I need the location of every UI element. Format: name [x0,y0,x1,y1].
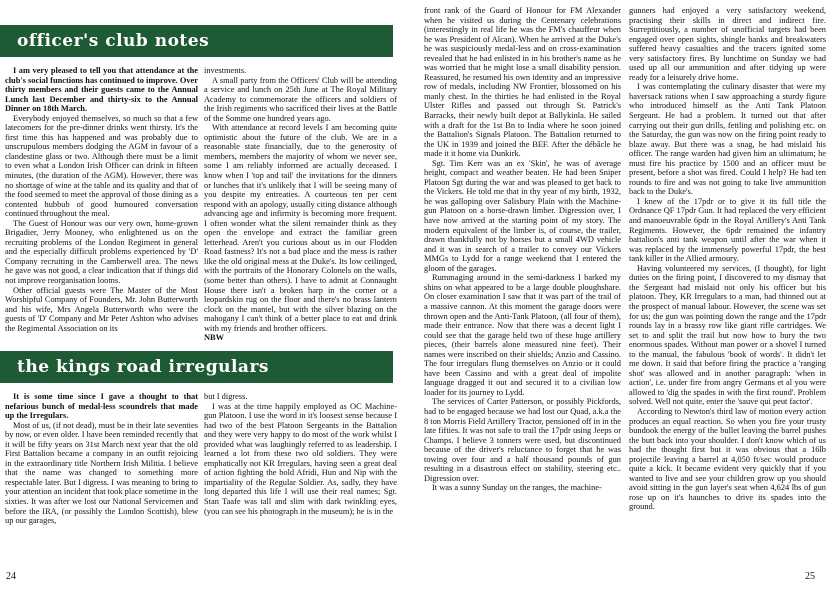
paragraph: The services of Carter Patterson, or possibly Pickfords, had to be engaged because we had lost our Quad, a.k.a the 8 ton Morris Field Artillery Tractor, pensioned off in in the late fifties. It was not safe to trail the 17pdr using Jeeps or Champs. I believe 3 tonners were used, but discontinued because of the driver's reluctance to forget that he was towing over four and a half thousand pounds of gun resulting in a disastrous effect on stability, steering etc.. Digression over. [424,397,621,483]
page-number-left: 24 [6,571,16,582]
paragraph: According to Newton's third law of motion every action produces an equal reaction. So when you fire your trusty bundook the energy of the bullet leaving the barrel pushes the butt back into your shoulder. I don't know which of us had the thought first but it was obvious that a 16lb projectile leaving a barrel at 4,050 ft/sec would produce quite a kick. It became evident very quickly that if you wanted to live and see your children grow up you should avoid sitting in the gun layer's seat when 4,624 lbs of gun rose up on it's haunches to drive its spades into the ground. [629,406,826,512]
right-page-column-2 [629,6,826,564]
paragraph: The Guest of Honour was our very own, home-grown Brigadier, Jerry Mooney, who enlightened us on the recruiting problems of the London Regiment in general and the especially difficult problems experienced by 'D' Company recruiting in the Camberwell area. The news he gave was not good, a clear indication that if things did not improve reorganisation looms. [5,218,198,286]
paragraph: It was a sunny Sunday on the ranges, the machine- [432,483,602,493]
paragraph: I was contemplating the culinary disaster that were my haversack rations when I saw approaching a sturdy figure who introduced himself as the Anti Tank Platoon Sergeant. He had a problem. It turned out that after carrying out their gun drills, fettling and polishing etc. on the Saturday, the gun was now on the firing point ready to blaze away. But there was a snag, he had mislaid his officer. The range warden had given him an ultimatum; he must fire his practice by 1500 and an officer must be present, before a shot was fired. Could I help? He had ten rounds to fire and was not going to take live ammunition back to the Duke's. [629,82,826,197]
paragraph: A small party from the Officers' Club will be attending a service and lunch on 25th June at The Royal Military Academy to commemorate the officers and soldiers of the Irish regiments who sacrificed their lives at the Battle of the Somme one hundred years ago. [204,75,397,123]
paragraph: Sgt. Tim Kerr was an ex 'Skin', he was of average height, compact and weather beaten. He had been Sniper Platoon Sgt during the war and was pleased to get back to the Vickers. He told me that in thy year of my birth, 1932, he was galloping over Salisbury Plain with the Machine-gun Platoon on a horse-drawn limber. Digression over, I have now arrived at the starting point of my story. The modern equivalent of the limber is, of course, the trailer, drawn thankfully not by horses but a small 4WD vehicle and it was in search of a trailer to convey our Vickers MMGs to Lydd for a range weekend that I entered the gloom of the garages. [424,158,621,273]
paragraph: front rank of the Guard of Honour for FM Alexander when he visited us during the Centenary celebrations (interestingly in real life he was the FM's chauffeur when he was President of Alcan). When he arrived at the Duke's he was suspiciously medal-less and on cross-examination revealed that he had enlisted in in his brother's name as he was worried that he might lose a small disability pension. Reassured, he resumed his own identity and an impressive row of medals, including NW Frontier, blossomed on his manly chest. In the thirties he had enlisted in the Royal Ulster Rifles and passed out through St. Patrick's Barracks, their newly built depot at Ballykinla. He sailed with a draft for the 1st Bn to India where he soon joined the Battalion's Signals Platoon. The Battalion returned to the UK in 1939 and joined the BEF. After the débâcle he made it it home via Dunkirk. [424,6,621,159]
paragraph: I knew of the 17pdr or to give it its full title the Ordnance QF 17pdr Gun. It had replaced the very efficient and manoeuvrable 6pdr in the Royal Artillery's Anti Tank Regiments. However, the 6pdr remained the infantry battalion's anti tank weapon until after the war when it was replaced by the immensely powerful 17pdr, the best tank killer in the Allied armoury. [629,196,826,264]
paragraph: gunners had enjoyed a very satisfactory weekend, practising their skills in direct and indirect fire. Surreptitiously, a number of unofficial targets had been engaged over open sights, shingle banks and breakwaters suffered heavy casualties and the tracers ignited some very satisfactory fires. By lunchtime on Sunday we had used up all our ammunition and after tidying up were ready for a leisurely drive home. [629,6,826,82]
paragraph: but I digress. [204,392,248,401]
paragraph: Having volunteered my services, (I thought), for light duties on the firing point, I discovered to my dismay that the Sergeant had mislaid not only his officer but his platoon. They, KR Irregulars to a man, had thinned out at the prospect of manual labour. However, the scene was set for us; the gun was pointing down the range and the 17pdr rounds lay in a brassy row like giant rifle cartridges. We set to and split the trail but now how to bury the two enormous spades. Without man power or a shovel I turned to the manual, the fabulous 'book of words'. It didn't let me down. It said that before firing the practice a 'ranging shot' was allowed and in another paragraph: 'when in action', i.e. under fire from angry Germans et al you were allowed to 'dig the spades in with the first round'. Problem solved. Well not quite, enter the 'sauve qui peut factor'. [629,263,826,407]
paragraph: I was at the time happily employed as OC Machine-gun Platoon. I use the word in it's loosest sense because I had two of the best Platoon Sergeants in the Battalion and they were very happy to do most of the work whilst I provided what was laughingly referred to as leadership. I learned a lot from these two old soldiers. They were emphatically not KR Irregulars, having seen a great deal of action fighting the bold Afridi, Hun and Nip with the impartiality of the Regular Soldier. As, sadly, they have long departed this life I will use their real names; Sgt. Stan Taafe was tall and slim with dark twinkling eyes, (you can see his photograph in the museum); he is in the [204,401,397,516]
author-signature: NBW [204,333,225,341]
section-header-kings-road-irregulars: the kings road irregulars [0,351,393,383]
paragraph: Everybody enjoyed themselves, so much so that a few latecomers for the pre-dinner drinks went thirsty. It's the first time this has happened and was probably due to unscrupulous members dodging the AGM in favour of a clandestine glass or two. Although there must be a limit to even what a London Irish Officer can drink in fifteen minutes, (the duration of the AGM). However, there was no shortage of wine at the table and its quality and that of the food seemed to meet the approval of those dining as a contented hubbub of good humoured conversation continued throughout the meal. [5,113,198,219]
paragraph: Other official guests were The Master of the Most Worshipful Company of Founders, Mr. John Butterworth and his wife, Mrs Angela Butterworth who were the guests of 'D' Company and Mr Peter Ashton who advises the Regimental Association on its [5,285,198,333]
officers-column-1 [5,66,198,341]
officers-column-2 [204,66,397,341]
paragraph: With attendance at record levels I am becoming quite optimistic about the future of the club. We are in a reasonable state financially, due to the generosity of members, members the majority of whom we never see, some I am reliably informed are actually deceased. I know when I 'top and tail' the invitations for the dinners or lunches that it's unlikely that I will be seeing many of you despite my entreaties. A courteous ten per cent respond with an apology, usually citing distance although advancing age and infirmity is becoming more frequent. I often wonder what the silent remainder think as they open the envelope and extract the familiar green letterhead. Aren't you curious about us in our Flodden Road fastness? It's not a bad place and the mess is rather like the old original mess at the Duke's. Its low ceilinged, with the portraits of the Honorary Colonels on the walls, (some better than others). I have to admit at Connaught House there isn't a broken harp in the corner or a leopardskin rug on the floor and there's no brass lantern clock on the mantel, but with the silver blazing on the mahogany I can't think of a better place to eat and drink with my friends and brother officers. [204,123,397,333]
section-header-officers-club: officer's club notes [0,25,393,57]
paragraph: Rummaging around in the semi-darkness I barked my shins on what appeared to be a large double ploughshare. On closer examination I saw that it was part of the trail of a massive cannon. At this moment the garage doors were thrown open and the Anti-Tank Platoon, (all four of them), made their entrance. Now that there was a decent light I could see that the garage held two of these huge artillery pieces, (their barrels alone measured nine feet). Their names were inscribed on their shields; Anzio and Cassino. The four irregulars flung themselves on Anzio or it could have been Cassino and with a great deal of impolite language dragged it out and secured it to a civilian low loader for its journey to Lydd. [424,273,621,397]
irregulars-column-1 [5,392,198,572]
paragraph: It is some time since I gave a thought to that nefarious bunch of medal-less scoundrels that made up the Irregulars. [5,392,198,421]
paragraph: investments. [204,66,247,75]
paragraph: I am very pleased to tell you that attendance at the club's social functions has continued to improve. Over thirty members and their guests came to the Annual Lunch last December and thirty-six to the Annual Dinner on 18th March. [5,66,198,114]
paragraph: Most of us, (if not dead), must be in their late seventies by now, or even older. I have been reminded recently that it will be fifty years on 31st March next year that the old First Battalion became a company in an outfit rejoicing in the extraordinary title Northern Irish Militia. I believe that the name was changed to something more respectable later. But I digress. I was meaning to bring to your attention an incident that took place sometime in the sixties. It was after we lost our National Servicemen and before the IRA, (or possibly the London Scottish), blew up our garages, [5,420,198,526]
page-number-right: 25 [805,571,815,582]
right-page-column-1 [424,6,621,564]
irregulars-column-2 [204,392,397,572]
